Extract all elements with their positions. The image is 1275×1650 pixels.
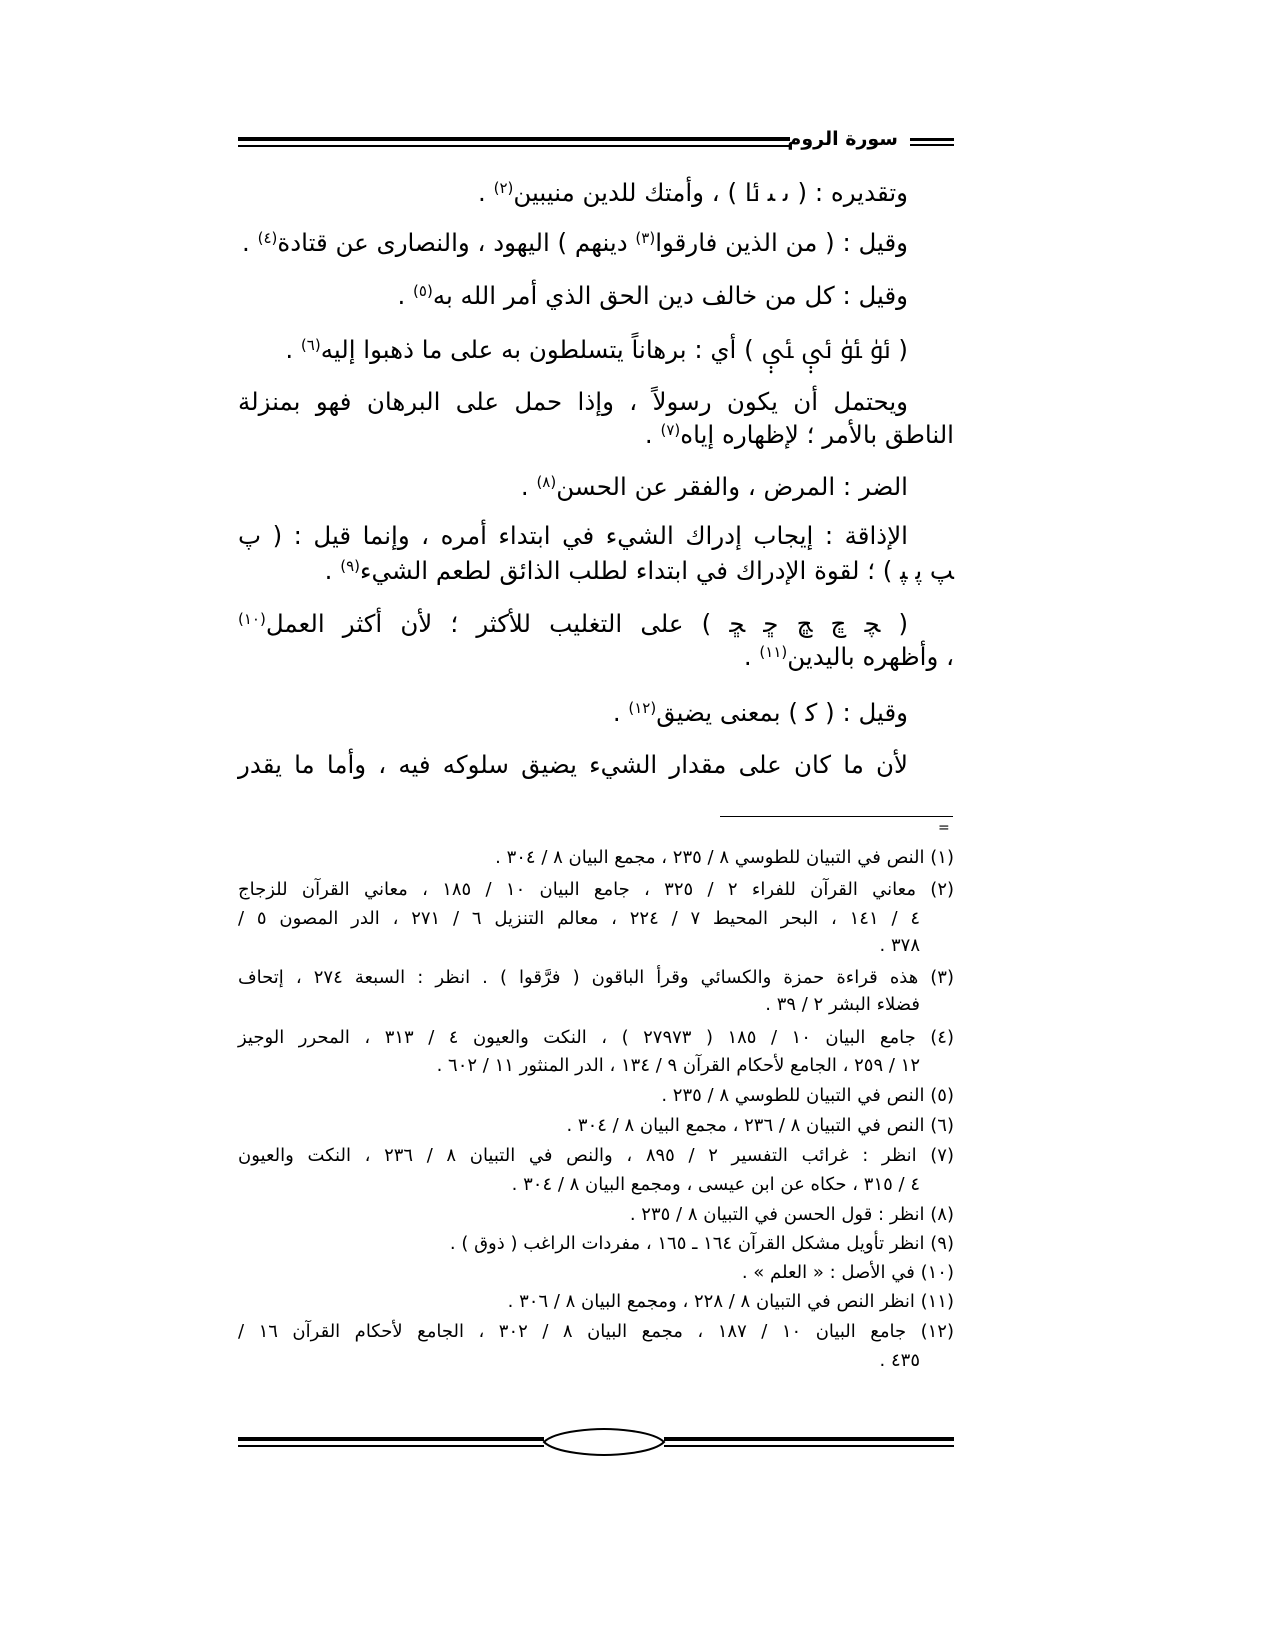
footnote-line: (١) النص في التبيان للطوسي ٨ / ٢٣٥ ، مجمع البيان ٨ / ٣٠٤ .: [495, 847, 954, 868]
header-rule-short-top: [910, 138, 954, 141]
footnote-line: ١٢ / ٢٥٩ ، الجامع لأحكام القرآن ٩ / ١٣٤ ، الدر المنثور ١١ / ٦٠٢ .: [436, 1055, 920, 1076]
page-footer-ornament: [238, 1426, 954, 1462]
footnote-line: (٥) النص في التبيان للطوسي ٨ / ٢٣٥ .: [661, 1085, 954, 1106]
text-line: وقيل : كل من خالف دين الحق الذي أمر الله به$^{(٥)}$ .: [397, 281, 908, 310]
header-rule-bottom: [238, 145, 790, 147]
footnote-line: (٧) انظر : غرائب التفسير ٢ / ٨٩٥ ، والنص في التبيان ٨ / ٢٣٦ ، النكت والعيون: [238, 1145, 954, 1166]
text-line: لأن ما كان على مقدار الشيء يضيق سلوكه فيه ، وأما ما يقدر: [238, 750, 908, 779]
footnote-line: (٨) انظر : قول الحسن في التبيان ٨ / ٢٣٥ .: [629, 1204, 954, 1225]
footnote-line: ٤ / ٣١٥ ، حكاه عن ابن عيسى ، ومجمع البيان ٨ / ٣٠٤ .: [511, 1174, 920, 1195]
text-line: الناطق بالأمر ؛ لإظهاره إياه$^{(٧)}$ .: [644, 420, 954, 449]
footnote-line: ٤٣٥ .: [879, 1350, 920, 1371]
text-line: وقيل : ( من الذين فارقوا$^{(٣)}$ دينهم ) اليهود ، والنصارى عن قتادة$^{(٤)}$ .: [242, 228, 908, 257]
footnote-line: ٤ / ١٤١ ، البحر المحيط ٧ / ٢٢٤ ، معالم التنزيل ٦ / ٢٧١ ، الدر المصون ٥ /: [238, 908, 920, 929]
text-line: الإذاقة : إيجاب إدراك الشيء في ابتداء أمره ، وإنما قيل : ( ﭖ: [238, 521, 908, 550]
footnote-line: (١٢) جامع البيان ١٠ / ١٨٧ ، مجمع البيان ٨ / ٣٠٢ ، الجامع لأحكام القرآن ١٦ /: [238, 1321, 954, 1342]
text-line: ( ﯴ ﯵ ﯶ ﯷ ) أي : برهاناً يتسلطون به على ما ذهبوا إليه$^{(٦)}$ .: [285, 335, 908, 364]
text-line: ، وأظهره باليدين$^{(١١)}$ .: [743, 642, 954, 671]
footnote-line: (٢) معاني القرآن للفراء ٢ / ٣٢٥ ، جامع البيان ١٠ / ١٨٥ ، معاني القرآن للزجاج: [238, 879, 955, 900]
footnote-line: (٣) هذه قراءة حمزة والكسائي وقرأ الباقون ( فرَّقوا ) . انظر : السبعة ٢٧٤ ، إتحاف: [238, 967, 954, 988]
text-line: ويحتمل أن يكون رسولاً ، وإذا حمل على البرهان فهو بمنزلة: [238, 387, 908, 416]
header-rule-top: [238, 137, 790, 141]
footnote-separator: [720, 816, 953, 817]
footnote-line: (١٠) في الأصل : « العلم » .: [741, 1262, 954, 1283]
text-line: ( ﭽ ﭾ ﭿ ﮀ ﮁ ) على التغليب للأكثر ؛ لأن أكثر العمل$^{(١٠)}$: [238, 609, 908, 638]
page-header: [238, 128, 954, 158]
footnote-line: (١١) انظر النص في التبيان ٨ / ٢٢٨ ، ومجمع البيان ٨ / ٣٠٦ .: [507, 1291, 954, 1312]
text-line: ﭗ ﭘ ﭙ ) ؛ لقوة الإدراك في ابتداء لطلب الذائق لطعم الشيء$^{(٩)}$ .: [324, 556, 954, 585]
footnote-line: فضلاء البشر ٢ / ٣٩ .: [765, 994, 920, 1015]
footnote-continuation-mark: =: [938, 820, 950, 836]
text-line: الضر : المرض ، والفقر عن الحسن$^{(٨)}$ .: [520, 472, 908, 501]
footer-ornament-svg: [238, 1426, 954, 1462]
text-line: وتقديره : ( ﯨ ﯩ ﯪ ) ، وأمتك للدين منيبين$^{(٢)}$ .: [478, 178, 908, 207]
footnote-line: (٦) النص في التبيان ٨ / ٢٣٦ ، مجمع البيان ٨ / ٣٠٤ .: [566, 1115, 954, 1136]
footnote-line: ٣٧٨ .: [879, 935, 920, 956]
footnote-line: (٩) انظر تأويل مشكل القرآن ١٦٤ ـ ١٦٥ ، مفردات الراغب ( ذوق ) .: [449, 1233, 954, 1254]
surah-title: سورة الروم: [787, 128, 898, 150]
footnote-line: (٤) جامع البيان ١٠ / ١٨٥ ( ٢٧٩٧٣ ) ، النكت والعيون ٤ / ٣١٣ ، المحرر الوجيز: [238, 1027, 954, 1048]
header-rule-short-bottom: [910, 144, 954, 146]
text-line: وقيل : ( ﮐ ) بمعنى يضيق$^{(١٢)}$ .: [612, 698, 908, 727]
